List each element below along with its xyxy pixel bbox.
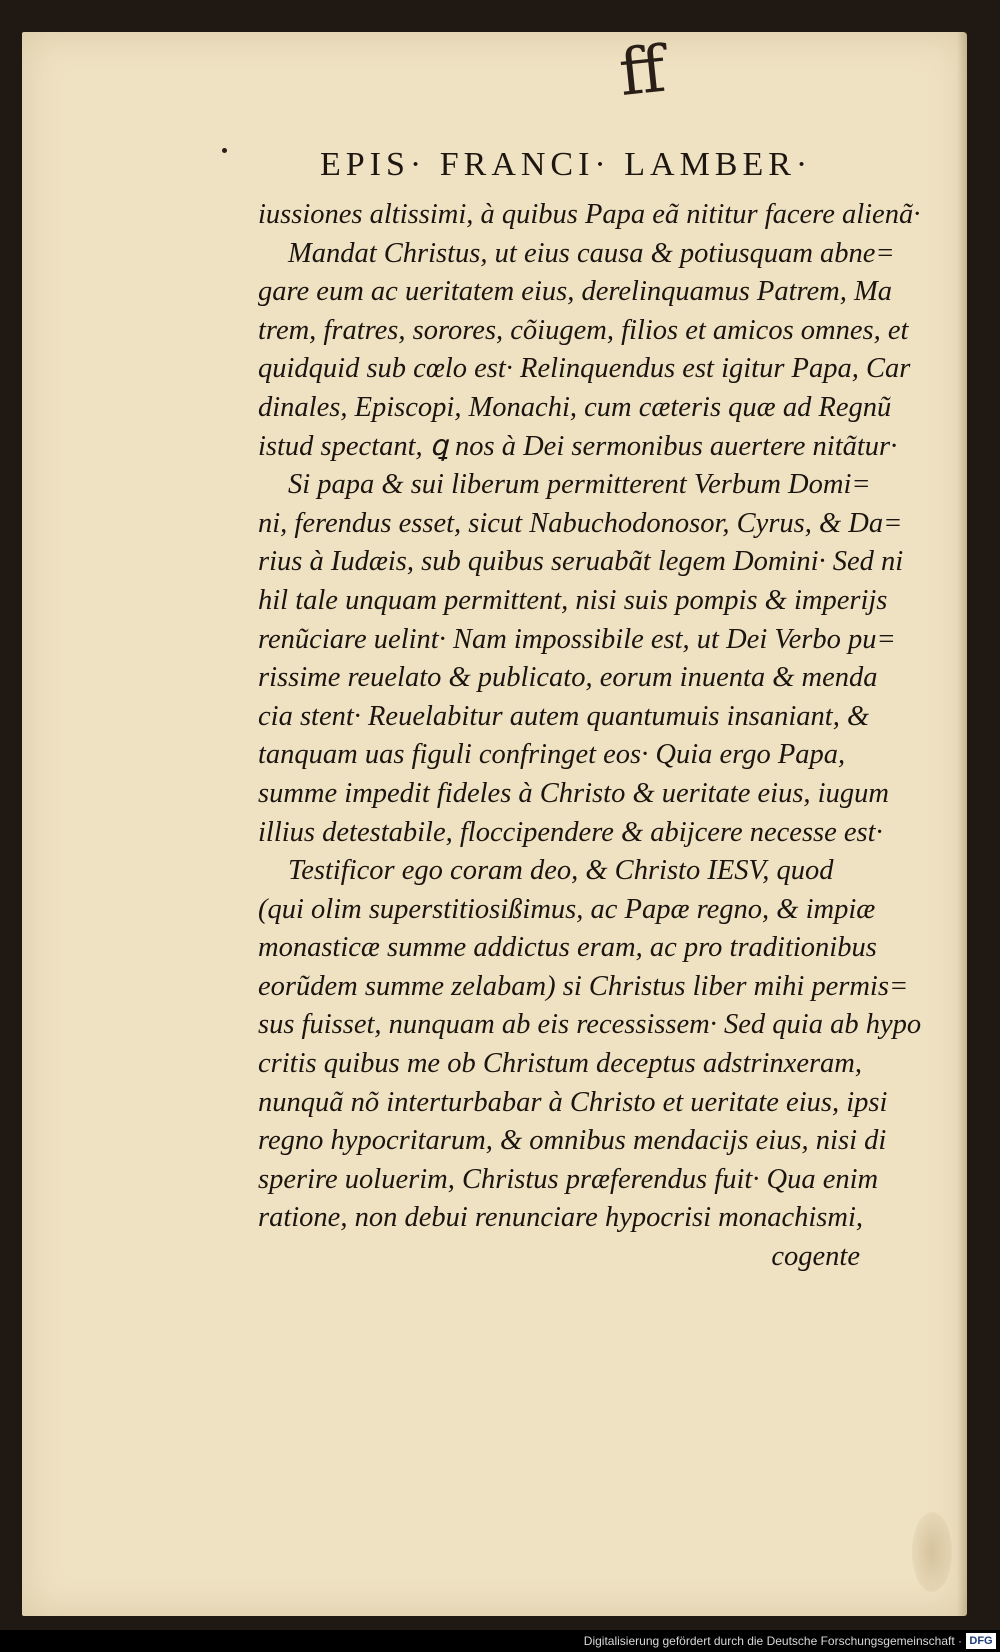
text-line: rius à Iudæis, sub quibus seruabãt legem Domini· Sed ni [258,546,904,578]
text-line: trem, fratres, sorores, cõiugem, filios et amicos omnes, et [258,314,909,346]
text-line: ni, ferendus esset, sicut Nabuchodonosor, Cyrus, & Da= [258,507,903,539]
text-line: sus fuisset, nunquam ab eis recessissem· Sed quia ab hypo [258,1009,922,1041]
text-line: dinales, Episcopi, Monachi, cum cæteris quæ ad Regnũ [258,391,892,423]
dfg-logo: DFG [966,1633,996,1649]
text-line: tanquam uas figuli confringet eos· Quia ergo Papa, [258,739,846,771]
text-line: Si papa & sui liberum permitterent Verbum Domi= [288,469,871,501]
body-text [258,196,922,1277]
text-line: eorũdem summe zelabam) si Christus liber mihi permis= [258,970,909,1002]
text-line: istud spectant, ꝗ nos à Dei sermonibus auertere nitãtur· [258,430,898,462]
text-line: summe impedit fideles à Christo & ueritate eius, iugum [258,777,889,809]
text-line: monasticæ summe addictus eram, ac pro traditionibus [258,932,877,964]
top-mark-text: ff [615,32,669,112]
text-line: illius detestabile, floccipendere & abijcere necesse est· [258,816,883,848]
text-line: renũciare uelint· Nam impossibile est, ut Dei Verbo pu= [258,623,896,655]
page-stain [912,1512,952,1592]
text-line: quidquid sub cœlo est· Relinquendus est igitur Papa, Car [258,353,911,385]
text-line: regno hypocritarum, & omnibus mendacijs eius, nisi di [258,1125,887,1157]
text-line: Testificor ego coram deo, & Christo IESV, quod [288,855,834,887]
running-head: EPIS· FRANCI· LAMBER· [320,146,813,183]
text-line: sperire uoluerim, Christus præferendus fuit· Qua enim [258,1163,879,1195]
page-edge-shadow [957,32,967,1616]
text-line: rissime reuelato & publicato, eorum inuenta & menda [258,662,878,694]
text-line: iussiones altissimi, à quibus Papa eã nititur facere alienã· [258,199,921,230]
text-line: hil tale unquam permittent, nisi suis pompis & imperijs [258,584,888,616]
footer-bar [0,1630,1000,1652]
ink-dot [222,148,227,153]
text-line: cia stent· Reuelabitur autem quantumuis insaniant, & [258,700,870,732]
text-line: (qui olim superstitiosißimus, ac Papæ regno, & impiæ [258,893,876,925]
text-line: critis quibus me ob Christum deceptus adstrinxeram, [258,1048,863,1080]
text-line: nunquã nõ interturbabar à Christo et ueritate eius, ipsi [258,1086,888,1118]
text-line: gare eum ac ueritatem eius, derelinquamus Patrem, Ma [258,276,892,308]
text-line: ratione, non debui renunciare hypocrisi monachismi, [258,1202,864,1234]
catchword: cogente [771,1241,860,1273]
text-line: Mandat Christus, ut eius causa & potiusquam abne= [288,237,895,269]
funding-credit: Digitalisierung gefördert durch die Deutsche Forschungsgemeinschaft · [583,1634,962,1648]
